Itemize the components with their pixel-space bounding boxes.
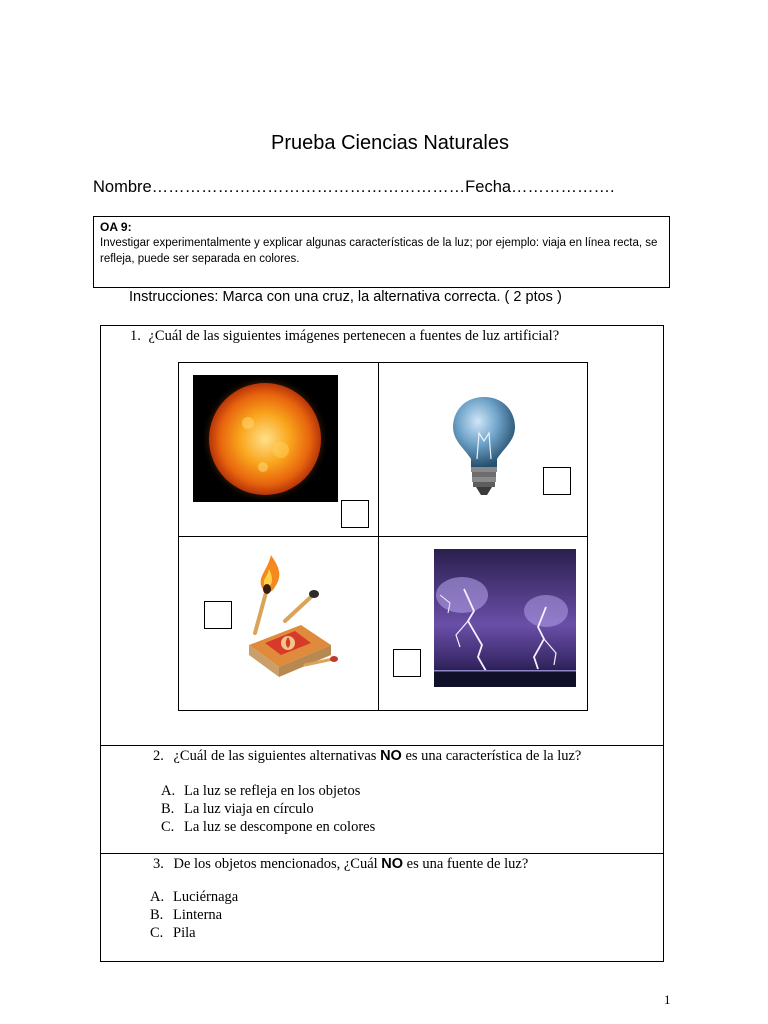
question-3-options [150, 888, 238, 942]
option-c[interactable] [161, 818, 375, 836]
question-1-box [100, 325, 664, 746]
option-letter: C. [150, 925, 164, 941]
objective-code: OA 9: [100, 220, 132, 234]
option-a[interactable] [150, 888, 238, 906]
option-text: La luz se refleja en los objetos [184, 783, 361, 799]
checkbox-lightning[interactable] [393, 649, 421, 677]
instructions: Instrucciones: Marca con una cruz, la alternativa correcta. ( 2 ptos ) [129, 289, 562, 305]
question-1-text [130, 328, 559, 345]
question-2-text [153, 748, 581, 765]
checkbox-light-bulb[interactable] [543, 467, 571, 495]
sun-image [193, 375, 338, 502]
question-2-options [161, 782, 375, 836]
objective-text: Investigar experimentalmente y explicar algunas características de la luz; por ejemplo: viaja en línea recta, se refleja, puede ser separada en colores. [100, 237, 658, 265]
option-text: Luciérnaga [173, 889, 239, 905]
lightning-image [434, 549, 576, 687]
objective-box [93, 216, 670, 288]
option-text: Pila [173, 925, 196, 941]
option-letter: B. [161, 801, 175, 817]
option-text: La luz viaja en círculo [184, 801, 314, 817]
question-2-label-end: es una característica de la luz? [401, 748, 582, 764]
option-text: La luz se descompone en colores [184, 819, 376, 835]
question-2-box [100, 745, 664, 854]
question-2-label-start: ¿Cuál de las siguientes alternativas [173, 748, 381, 764]
question-2-emphasis: NO [380, 748, 402, 764]
option-letter: A. [161, 783, 176, 799]
image-grid [178, 362, 588, 711]
name-date-line: Nombre…………………………………………………Fecha………………. [93, 178, 615, 196]
option-letter: A. [150, 889, 165, 905]
question-3-label-start: De los objetos mencionados, ¿Cuál [173, 856, 382, 872]
question-1-label: ¿Cuál de las siguientes imágenes pertenecen a fuentes de luz artificial? [148, 328, 560, 344]
option-letter: B. [150, 907, 164, 923]
option-a[interactable] [161, 782, 375, 800]
option-c[interactable] [150, 924, 238, 942]
page-title: Prueba Ciencias Naturales [271, 132, 509, 154]
page-number: 1 [664, 992, 671, 1007]
question-3-box [100, 853, 664, 962]
question-number: 2. [153, 748, 164, 764]
question-number: 3. [153, 856, 164, 872]
option-b[interactable] [150, 906, 238, 924]
question-3-label-end: es una fuente de luz? [403, 856, 529, 872]
option-letter: C. [161, 819, 175, 835]
question-3-text [153, 856, 528, 873]
option-b[interactable] [161, 800, 375, 818]
grid-divider-horizontal [179, 536, 587, 537]
option-text: Linterna [173, 907, 223, 923]
checkbox-sun[interactable] [341, 500, 369, 528]
question-number: 1. [130, 328, 141, 344]
matches-image [245, 553, 339, 681]
question-3-emphasis: NO [381, 856, 404, 872]
light-bulb-image [449, 393, 519, 497]
checkbox-matches[interactable] [204, 601, 232, 629]
